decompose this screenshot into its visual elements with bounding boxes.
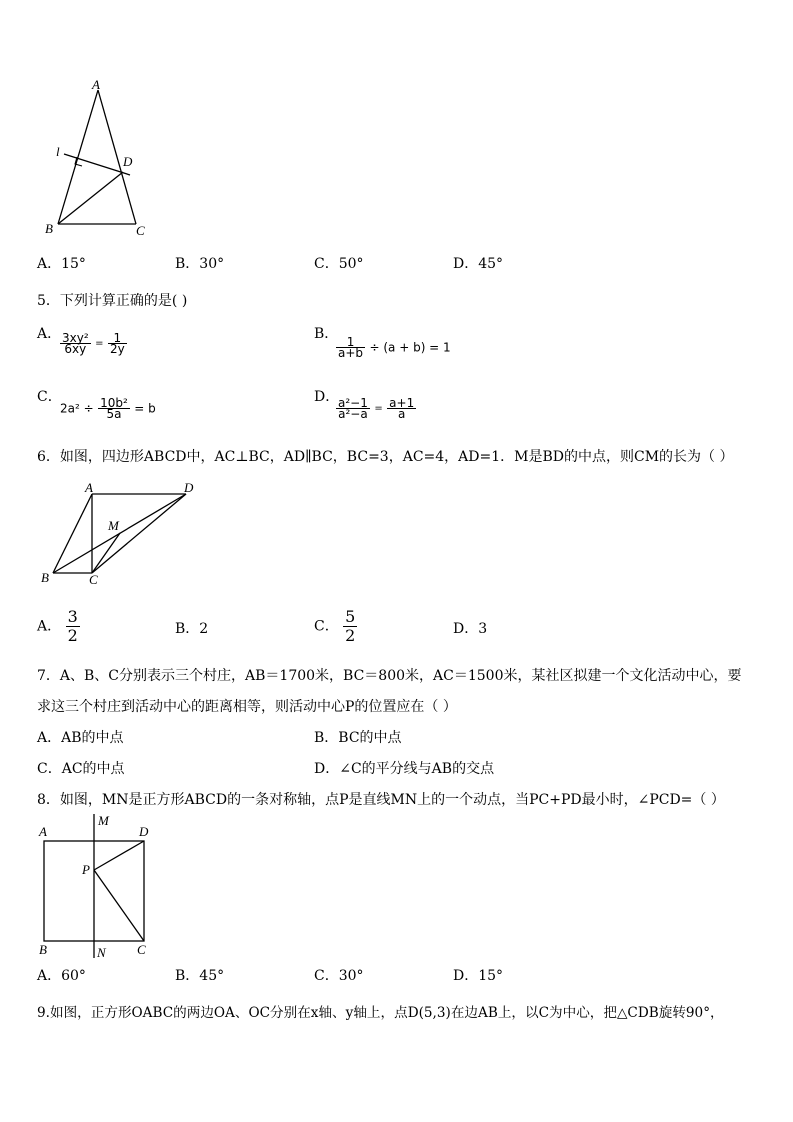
- q6-stem: 6．如图，四边形ABCD中，AC⊥BC，AD∥BC，BC=3，AC=4，AD=1．M是BD的中点，则CM的长为（ ）: [37, 449, 734, 465]
- label-l: l: [56, 144, 60, 159]
- quadrilateral-figure-q6: [36, 478, 206, 588]
- q5-c-den: 5a: [106, 407, 122, 421]
- q5-option-b-math: [336, 337, 451, 358]
- q5-option-a[interactable]: [37, 325, 61, 343]
- q7-stem-line1: 7．A、B、C分别表示三个村庄，AB＝1700米，BC＝800米，AC＝1500米，某社区拟建一个文化活动中心，要: [37, 668, 742, 684]
- q4-option-b[interactable]: B．30°: [175, 256, 225, 272]
- q5-option-d-label: D．: [314, 389, 340, 405]
- q5-option-b-label: B．: [314, 326, 339, 342]
- label-d: D: [184, 480, 194, 495]
- label-a: A: [85, 480, 93, 495]
- q5-a-rhs-num: 1: [108, 333, 127, 344]
- q5-c-num: 10b²: [100, 396, 128, 410]
- q5-c-left: 2a² ÷: [60, 401, 94, 416]
- q5-d-num: a²−1: [338, 396, 368, 410]
- label-c: C: [89, 572, 98, 587]
- segment-pd: [94, 841, 144, 870]
- q6-option-a[interactable]: [37, 608, 80, 645]
- label-a: A: [39, 824, 47, 839]
- label-p: P: [82, 862, 90, 877]
- square-figure-q8: [36, 812, 166, 962]
- q6-c-num: 5: [345, 607, 356, 626]
- q6-a-num: 3: [67, 607, 78, 626]
- q5-d-rhs-den: a: [398, 407, 406, 421]
- q8-option-b[interactable]: B．45°: [175, 968, 225, 984]
- label-a: A: [92, 77, 100, 92]
- q5-a-rhs-den: 2y: [109, 342, 125, 356]
- q6-c-den: 2: [345, 626, 356, 645]
- segment-bd: [58, 172, 123, 224]
- q7-option-b[interactable]: B．BC的中点: [314, 730, 402, 746]
- q6-a-den: 2: [67, 626, 78, 645]
- q5-option-c[interactable]: [37, 388, 62, 406]
- q5-option-a-math: $\frac{\text{3xy²}}{6xy}$ = $\frac{1}{2y}$: [62, 331, 125, 356]
- label-b: B: [45, 221, 53, 236]
- q5-stem: 5．下列计算正确的是( ): [37, 293, 188, 309]
- q6-option-d[interactable]: D．3: [453, 621, 488, 637]
- q5-option-c-label: C．: [37, 389, 62, 405]
- q5-a-num: 3xy²: [62, 331, 89, 345]
- segment-pc: [94, 870, 144, 941]
- q5-b-rest: ÷ (a + b) = 1: [369, 340, 451, 355]
- q6-option-c-label: C．: [314, 618, 339, 635]
- side-ab: [58, 90, 98, 224]
- q5-option-b[interactable]: [314, 325, 338, 343]
- q5-c-rest: = b: [134, 401, 156, 416]
- q5-option-a-label: A．: [37, 326, 62, 342]
- q7-option-c[interactable]: C．AC的中点: [37, 761, 125, 777]
- label-m: M: [98, 813, 109, 828]
- q5-d-rhs-num: a+1: [389, 396, 415, 410]
- q5-a-den: 6xy: [64, 342, 87, 356]
- q7-option-d[interactable]: D．∠C的平分线与AB的交点: [314, 761, 495, 777]
- q9-stem: 9.如图，正方形OABC的两边OA、OC分别在x轴、y轴上，点D(5,3)在边AB上，以C为中心，把△CDB旋转90°，: [37, 1005, 724, 1021]
- label-d: D: [123, 154, 133, 169]
- label-n: N: [97, 945, 106, 960]
- q5-b-den: a+b: [338, 346, 364, 360]
- q8-stem: 8．如图，MN是正方形ABCD的一条对称轴，点P是直线MN上的一个动点，当PC+PD最小时，∠PCD=（ ）: [37, 792, 725, 808]
- side-cd: [92, 494, 186, 573]
- label-b: B: [41, 570, 49, 585]
- q8-option-d[interactable]: D．15°: [453, 968, 504, 984]
- q6-option-a-label: A．: [37, 618, 62, 635]
- label-c: C: [136, 223, 145, 238]
- label-m: M: [108, 518, 119, 533]
- q5-option-c-math: [60, 398, 156, 419]
- triangle-figure-q4: [38, 76, 158, 241]
- q6-option-c[interactable]: [314, 608, 357, 645]
- q4-option-a[interactable]: A．15°: [37, 256, 86, 272]
- q4-option-c[interactable]: C．50°: [314, 256, 364, 272]
- q8-option-a[interactable]: A．60°: [37, 968, 86, 984]
- q4-option-d[interactable]: D．45°: [453, 256, 504, 272]
- q8-option-c[interactable]: C．30°: [314, 968, 364, 984]
- q7-option-a[interactable]: A．AB的中点: [37, 730, 124, 746]
- q6-option-b[interactable]: B．2: [175, 621, 209, 637]
- label-c: C: [137, 942, 146, 957]
- q7-stem-line2: 求这三个村庄到活动中心的距离相等，则活动中心P的位置应在（ ）: [37, 699, 457, 715]
- q5-b-num: 1: [336, 337, 365, 348]
- q5-d-den: a²−a: [338, 407, 368, 421]
- label-d: D: [139, 824, 149, 839]
- label-b: B: [39, 942, 47, 957]
- q5-option-d-math: $\frac{\text{a²−1}}{\text{a²−a}}$ = $\frac{a+1}{a}$: [338, 396, 415, 421]
